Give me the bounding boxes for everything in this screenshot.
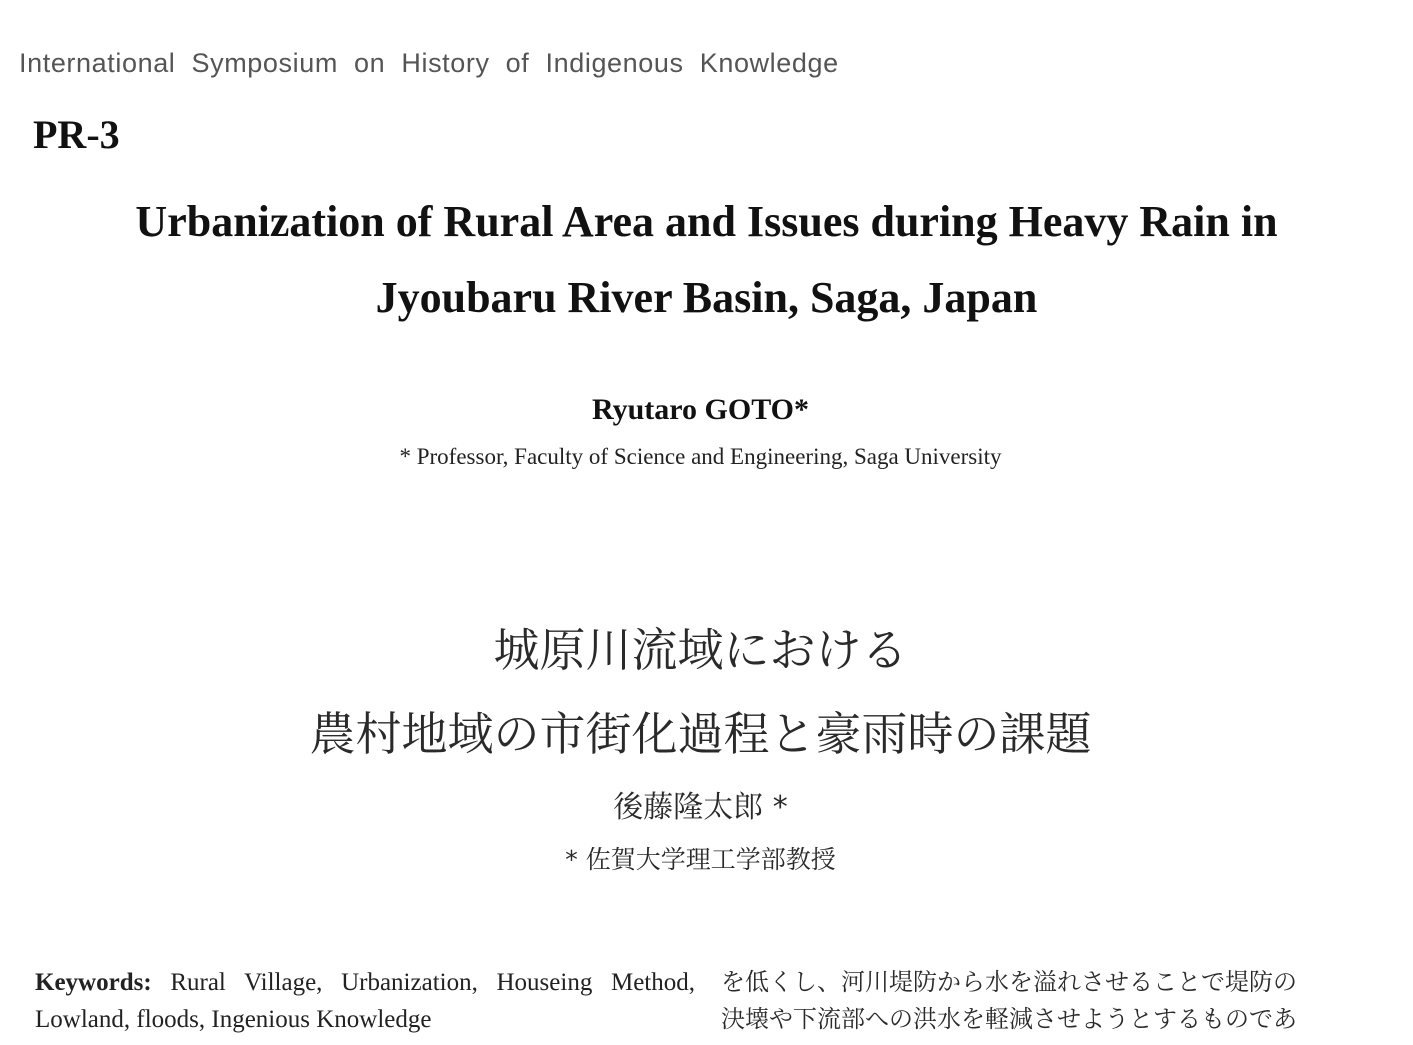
keywords-label: Keywords: bbox=[35, 969, 152, 996]
body-line: を低くし、河川堤防から水を溢れさせることで堤防の bbox=[721, 968, 1297, 996]
japanese-affiliation: * 佐賀大学理工学部教授 bbox=[565, 845, 836, 874]
english-title-line-2: Jyoubaru River Basin, Saga, Japan bbox=[375, 273, 1038, 322]
keywords-block bbox=[35, 964, 695, 1038]
japanese-title-line-2: 農村地域の市街化過程と豪雨時の課題 bbox=[309, 707, 1092, 761]
english-affiliation: * Professor, Faculty of Science and Engineering, Saga University bbox=[399, 444, 1002, 469]
keywords-text: Rural Village, Urbanization, Houseing Method, Lowland, floods, Ingenious Knowledge bbox=[35, 969, 696, 1033]
japanese-body-column bbox=[721, 964, 1381, 1038]
body-line: 決壊や下流部への洪水を軽減させようとするものであ bbox=[721, 1005, 1297, 1033]
running-header: International Symposium on History of Indigenous Knowledge bbox=[19, 48, 839, 78]
paper-code: PR-3 bbox=[33, 112, 120, 157]
japanese-title-line-1: 城原川流域における bbox=[493, 623, 908, 677]
english-title-line-1: Urbanization of Rural Area and Issues during Heavy Rain in bbox=[135, 197, 1278, 246]
japanese-author: 後藤隆太郎 * bbox=[613, 790, 788, 825]
english-author: Ryutaro GOTO* bbox=[591, 393, 810, 426]
